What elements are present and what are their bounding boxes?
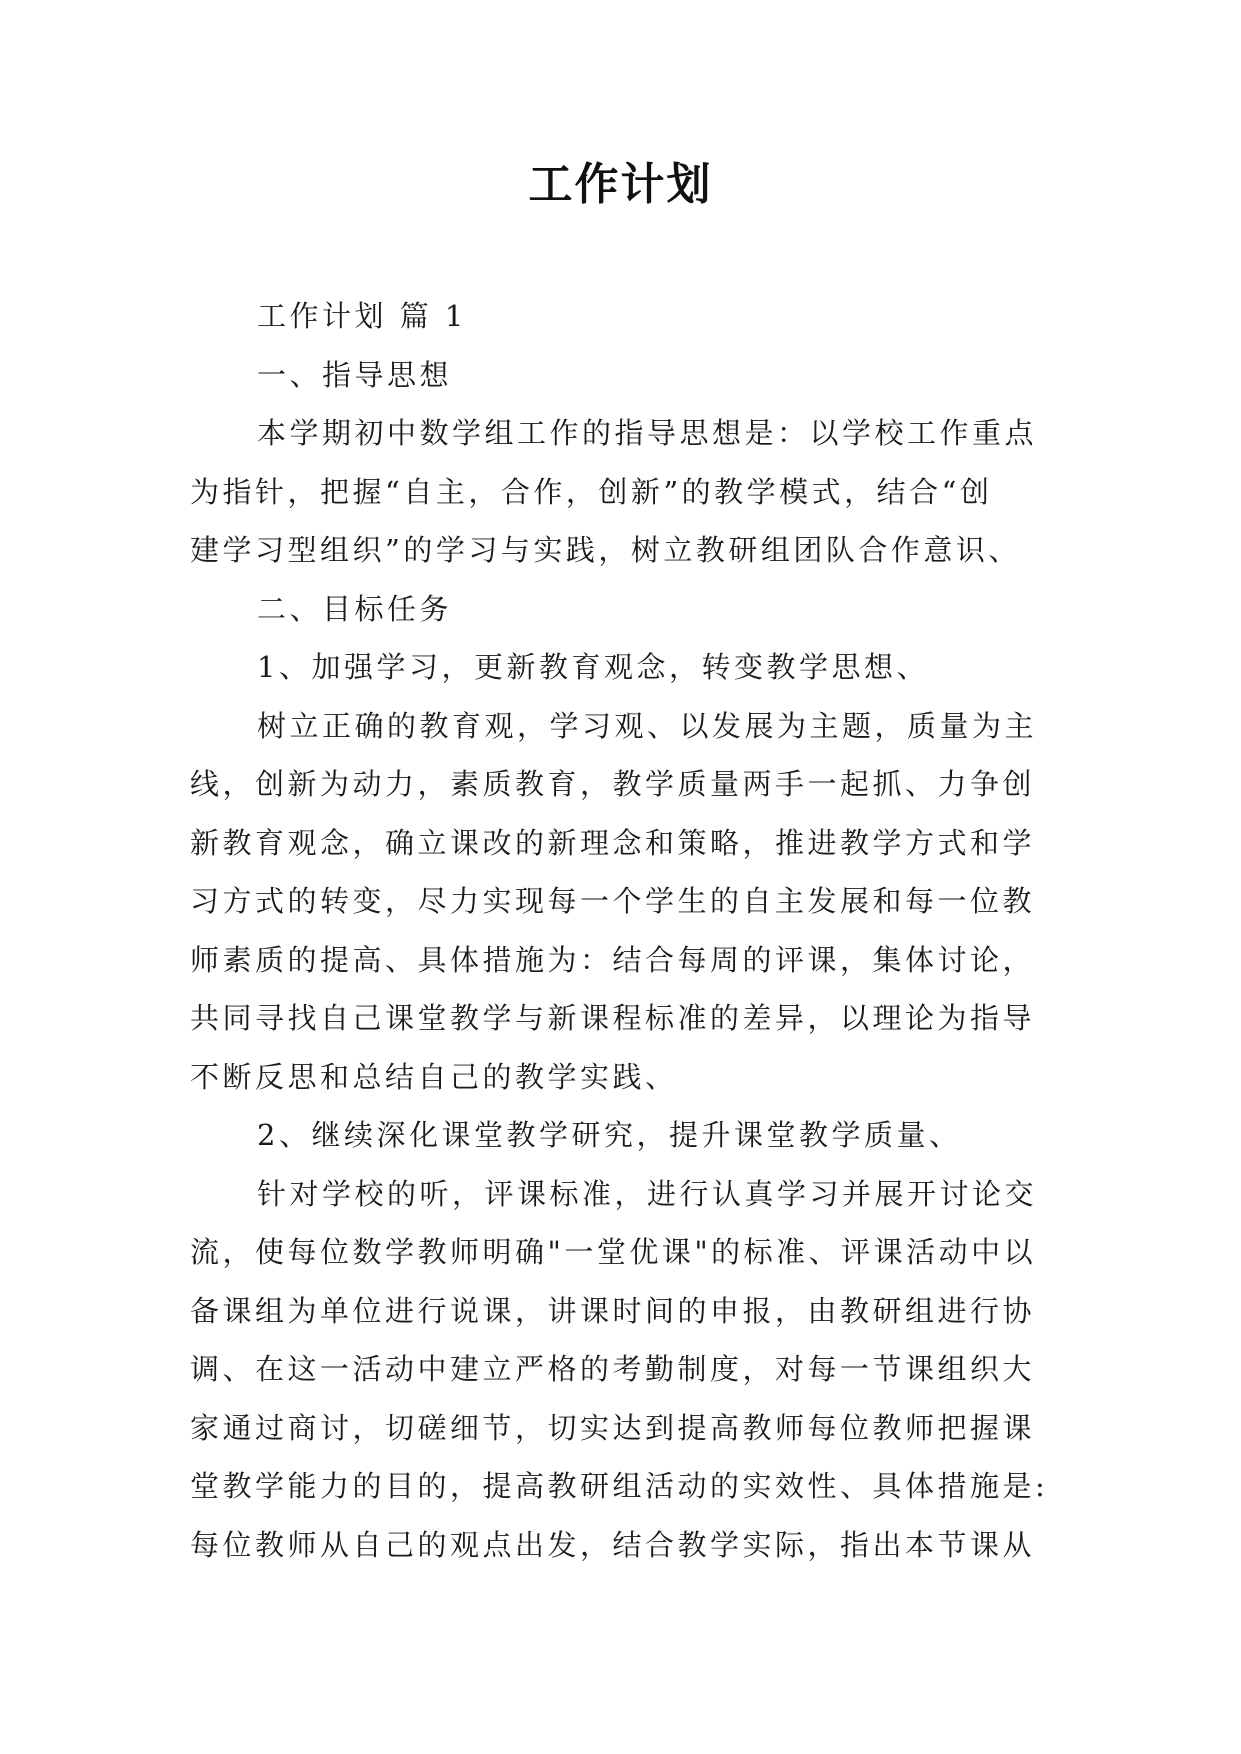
text-line: 2、继续深化课堂教学研究，提升课堂教学质量、 (257, 1118, 962, 1152)
text-line: 师素质的提高、具体措施为：结合每周的评课，集体讨论， (190, 942, 1036, 977)
text-line: 调、在这一活动中建立严格的考勤制度，对每一节课组织大 (190, 1352, 1036, 1386)
text-line: 堂教学能力的目的，提高教研组活动的实效性、具体措施是: (190, 1469, 1049, 1503)
text-line: 备课组为单位进行说课，讲课时间的申报，由教研组进行协 (190, 1293, 1036, 1328)
text-line: 本学期初中数学组工作的指导思想是：以学校工作重点 (257, 416, 1038, 450)
document-body (190, 287, 1070, 1574)
text-line: 习方式的转变，尽力实现每一个学生的自主发展和每一位教 (190, 884, 1036, 918)
text-line: 流，使每位数学教师明确"一堂优课"的标准、评课活动中以 (190, 1235, 1037, 1269)
text-line: 1、加强学习，更新教育观念，转变教学思想、 (257, 650, 929, 684)
text-line: 一、指导思想 (257, 357, 453, 392)
text-line: 建学习型组织”的学习与实践，树立教研组团队合作意识、 (190, 533, 1021, 567)
text-line: 树立正确的教育观，学习观、以发展为主题，质量为主 (257, 708, 1038, 743)
text-line: 针对学校的听，评课标准，进行认真学习并展开讨论交 (257, 1176, 1038, 1211)
text-line: 工作计划 篇 1 (257, 299, 467, 333)
text-line: 为指针，把握“自主，合作，创新”的教学模式，结合“创 (190, 474, 993, 509)
text-line: 不断反思和总结自己的教学实践、 (190, 1059, 678, 1094)
document-title: 工作计划 (528, 159, 713, 210)
text-line: 二、目标任务 (257, 591, 453, 626)
text-line: 每位教师从自己的观点出发，结合教学实际，指出本节课从 (190, 1527, 1036, 1562)
text-line: 新教育观念，确立课改的新理念和策略，推进教学方式和学 (190, 825, 1036, 860)
text-line: 共同寻找自己课堂教学与新课程标准的差异，以理论为指导 (190, 1001, 1036, 1035)
text-line: 家通过商讨，切磋细节，切实达到提高教师每位教师把握课 (190, 1410, 1036, 1445)
text-line: 线，创新为动力，素质教育，教学质量两手一起抓、力争创 (190, 767, 1036, 801)
